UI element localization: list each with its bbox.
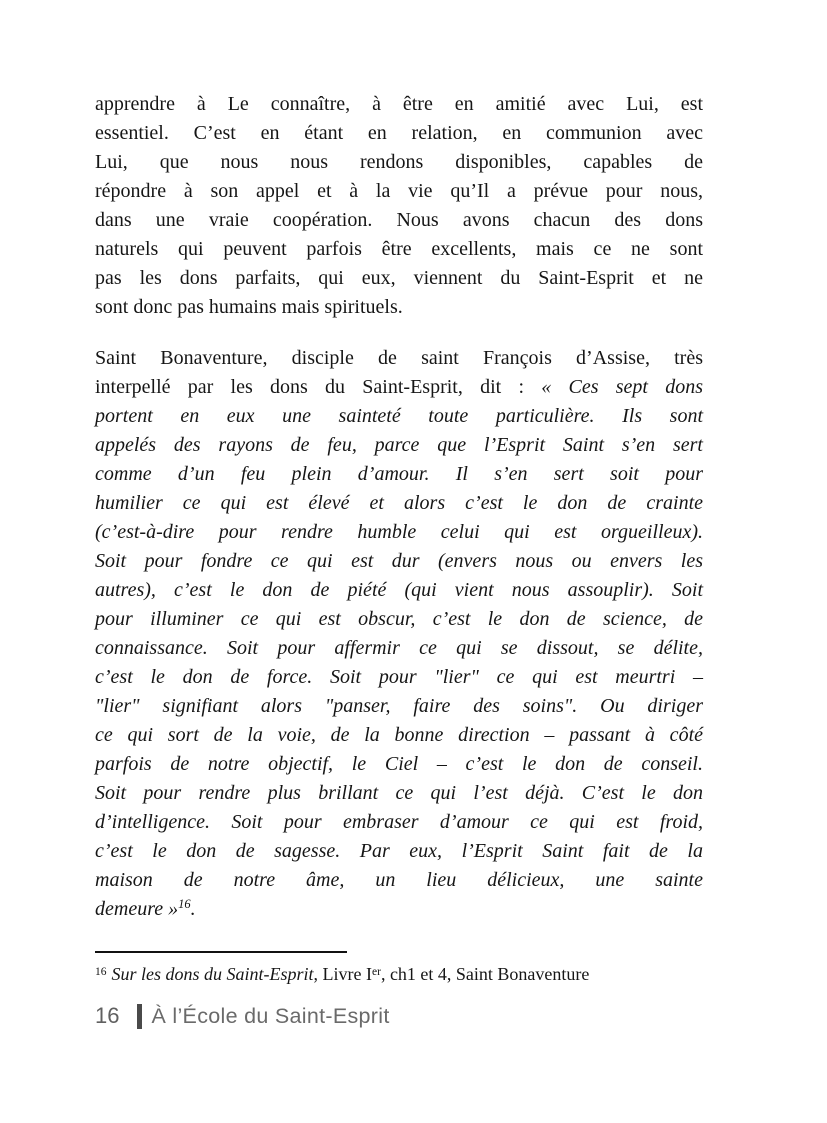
text-segment: . xyxy=(190,898,196,920)
text-line xyxy=(95,518,703,547)
text-segment: demeure » xyxy=(95,898,179,920)
text-line xyxy=(95,460,703,489)
text-segment: naturels qui peuvent parfois être excellents, mais ce ne sont xyxy=(95,238,703,260)
text-line xyxy=(95,206,703,235)
footer-divider-bar xyxy=(137,1004,142,1029)
text-line xyxy=(95,148,703,177)
page-footer xyxy=(95,1001,390,1031)
text-line xyxy=(95,750,703,779)
text-segment: (c’est-à-dire pour rendre humble celui qui est orgueilleux). xyxy=(95,521,703,543)
text-segment: maison de notre âme, un lieu délicieux, une sainte xyxy=(95,869,703,891)
text-segment: c’est le don de force. Soit pour "lier" ce qui est meurtri – xyxy=(95,666,703,688)
page-number: 16 xyxy=(95,1003,120,1028)
text-segment: Soit pour fondre ce qui est dur (envers nous ou envers les xyxy=(95,550,703,572)
text-segment: comme d’un feu plein d’amour. Il s’en sert soit pour xyxy=(95,463,703,485)
footnote-mid: , Livre I xyxy=(313,964,372,984)
text-line xyxy=(95,344,703,373)
text-line xyxy=(95,721,703,750)
text-segment: « Ces sept dons xyxy=(541,376,703,398)
text-segment: Soit pour rendre plus brillant ce qui l’est déjà. C’est le don xyxy=(95,782,703,804)
text-segment: dans une vraie coopération. Nous avons chacun des dons xyxy=(95,209,703,231)
text-segment: essentiel. C’est en étant en relation, en communion avec xyxy=(95,122,703,144)
footnote-marker: 16 xyxy=(95,965,107,978)
text-segment: interpellé par les dons du Saint-Esprit, dit : xyxy=(95,376,542,398)
text-line xyxy=(95,264,703,293)
text-segment: parfois de notre objectif, le Ciel – c’est le don de conseil. xyxy=(95,753,703,775)
footnote-book-title: Sur les dons du Saint-Esprit xyxy=(111,964,314,984)
text-line xyxy=(95,489,703,518)
text-segment: d’intelligence. Soit pour embraser d’amour ce qui est froid, xyxy=(95,811,703,833)
footnote-rest: , ch1 et 4, Saint Bonaventure xyxy=(380,964,590,984)
footnote-separator xyxy=(95,951,347,953)
text-line xyxy=(95,895,703,924)
paragraph-2 xyxy=(95,344,703,924)
text-segment: c’est le don de sagesse. Par eux, l’Esprit Saint fait de la xyxy=(95,840,703,862)
text-line xyxy=(95,808,703,837)
text-line xyxy=(95,373,703,402)
text-segment: humilier ce qui est élevé et alors c’est le don de crainte xyxy=(95,492,703,514)
text-segment: pas les dons parfaits, qui eux, viennent du Saint-Esprit et ne xyxy=(95,267,703,289)
text-line xyxy=(95,692,703,721)
text-segment: Saint Bonaventure, disciple de saint François d’Assise, très xyxy=(95,347,703,369)
footnote-block xyxy=(95,951,703,986)
text-line xyxy=(95,547,703,576)
text-line xyxy=(95,576,703,605)
text-segment: apprendre à Le connaître, à être en amitié avec Lui, est xyxy=(95,93,703,115)
text-line xyxy=(95,634,703,663)
text-line xyxy=(95,605,703,634)
text-line xyxy=(95,663,703,692)
text-segment: ce qui sort de la voie, de la bonne direction – passant à côté xyxy=(95,724,703,746)
text-line xyxy=(95,177,703,206)
footnote-text xyxy=(95,963,703,986)
text-segment: portent en eux une sainteté toute particulière. Ils sont xyxy=(95,405,703,427)
text-line xyxy=(95,90,703,119)
footnote-reference: 16 xyxy=(178,897,191,912)
text-line xyxy=(95,235,703,264)
text-line xyxy=(95,402,703,431)
page-content xyxy=(95,90,703,924)
paragraph-1 xyxy=(95,90,703,322)
book-title: À l’École du Saint-Esprit xyxy=(151,1003,390,1028)
text-segment: répondre à son appel et à la vie qu’Il a prévue pour nous, xyxy=(95,180,703,202)
text-line xyxy=(95,837,703,866)
text-line xyxy=(95,866,703,895)
footnote-ordinal: er xyxy=(372,965,381,978)
text-segment: "lier" signifiant alors "panser, faire des soins". Ou diriger xyxy=(95,695,703,717)
text-segment: pour illuminer ce qui est obscur, c’est le don de science, de xyxy=(95,608,703,630)
text-line xyxy=(95,293,703,322)
text-segment: appelés des rayons de feu, parce que l’Esprit Saint s’en sert xyxy=(95,434,703,456)
text-segment: autres), c’est le don de piété (qui vient nous assouplir). Soit xyxy=(95,579,703,601)
text-segment: connaissance. Soit pour affermir ce qui se dissout, se délite, xyxy=(95,637,703,659)
text-segment: Lui, que nous nous rendons disponibles, capables de xyxy=(95,151,703,173)
text-segment: sont donc pas humains mais spirituels. xyxy=(95,296,403,318)
text-line xyxy=(95,431,703,460)
text-line xyxy=(95,779,703,808)
text-line xyxy=(95,119,703,148)
